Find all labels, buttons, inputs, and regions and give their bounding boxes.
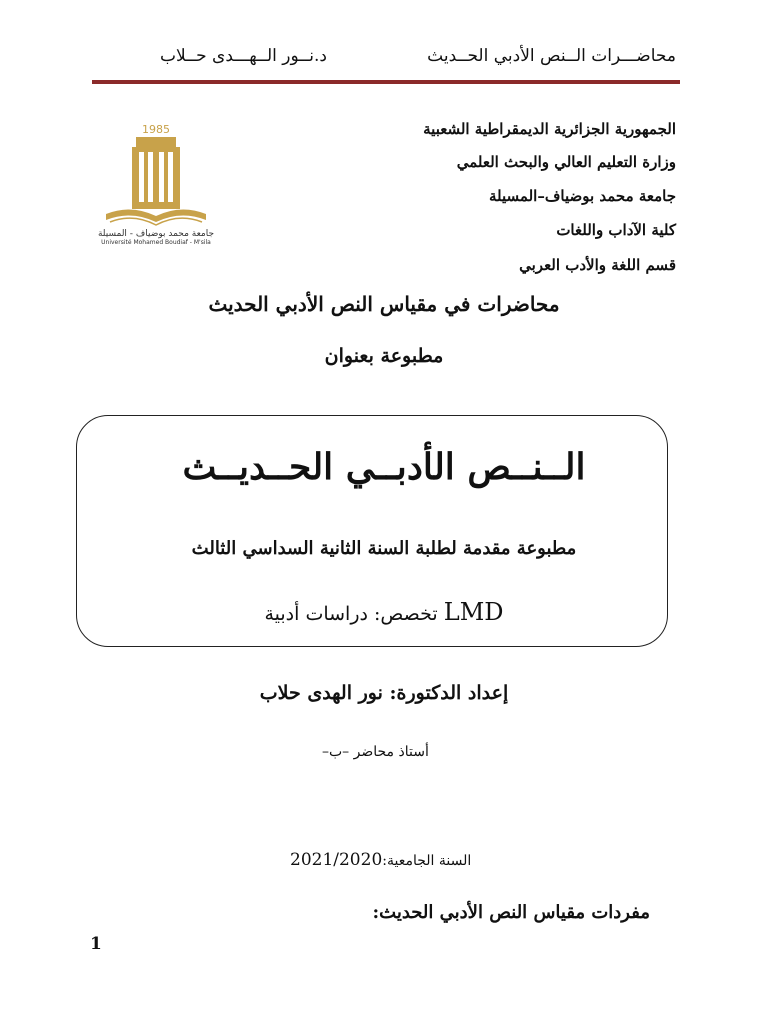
printed-title-label: مطبوعة بعنوان [324,345,444,367]
lectures-title: محاضرات في مقياس النص الأدبي الحديث [208,292,560,316]
institution-department: قسم اللغة والأدب العربي [519,256,676,274]
academic-year [290,850,471,870]
specialty-line [0,598,768,626]
document-subtitle: مطبوعة مقدمة لطلبة السنة الثانية السداسي الثالث [191,538,577,559]
academic-year-value: 2021/2020 [290,850,383,870]
institution-ministry: وزارة التعليم العالي والبحث العلمي [456,153,676,171]
institution-university: جامعة محمد بوضياف–المسيلة [489,187,676,205]
institution-republic: الجمهورية الجزائرية الديمقراطية الشعبية [423,120,676,138]
document-title: الــنــص الأدبــي الحــديــث [182,446,586,488]
header-divider [92,80,680,84]
specialty-code: LMD [443,598,504,626]
author-rank: أستاذ محاضر –ب– [322,744,429,760]
logo-name-ar: جامعة محمد بوضياف - المسيلة [97,229,215,239]
page-number: 1 [90,934,102,954]
logo-name-fr: Université Mohamed Boudiaf - M'sila [101,239,211,245]
vocabulary-heading: مفردات مقياس النص الأدبي الحديث: [372,902,650,923]
logo-year: 1985 [142,123,170,136]
university-emblem-icon [86,120,226,245]
university-logo [86,120,226,249]
academic-year-label: السنة الجامعية: [382,853,472,869]
prepared-by: إعداد الدكتورة: نور الهدى حلاب [259,682,509,704]
header-author: د.نــور الــهـــدى حــلاب [160,46,327,66]
header-course-title: محاضـــرات الــنص الأدبي الحــديث [427,46,676,66]
institution-faculty: كلية الآداب واللغات [556,221,676,239]
specialty-prefix: تخصص: دراسات أدبية [264,603,438,625]
